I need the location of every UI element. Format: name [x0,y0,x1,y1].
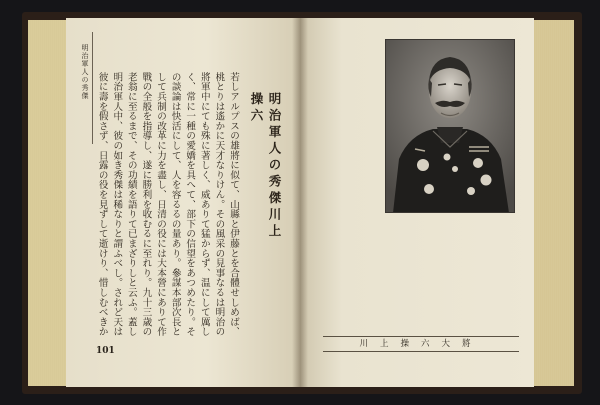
page-edges-left [28,20,68,386]
page-number: 101 [96,346,115,356]
portrait-image [385,39,515,213]
portrait-caption: 川上操六大將 [323,336,519,352]
page-edges-right [532,20,574,386]
book-gutter [292,18,308,387]
chapter-title: 明治軍人の秀傑川上操六 [249,92,282,241]
portrait-photo [385,39,515,213]
running-head: 明治軍人の秀傑 [81,44,89,100]
body-text: 若しアルプスの雄將に似て、山縣と伊藤とを合體せしめば、桃とりは遙かに天才なりけん。その風采の見事なるは明治の將軍中にても殊に著しく、威ありて猛からず、温にして厲しく、常に一種の愛嬌を具へて、部下の信望をあつめたり。その談論は快活にして、人を容るるの量あり。參謀本部次長として兵制の改革に力を盡し、日清の役には大本營にありて作戰の全般を指導し、遂に勝利を收むるに至れり。九十三歳の老翁に至るまで、その功績を語りて已まざりしと云ふ。蓋し明治軍人中、彼の如き秀傑は稀なりと謂ふべし。されど天は彼に壽を假さず、日露の役を見ずして逝けり、惜しむべきか [96,72,239,337]
running-head-rule [92,32,93,144]
